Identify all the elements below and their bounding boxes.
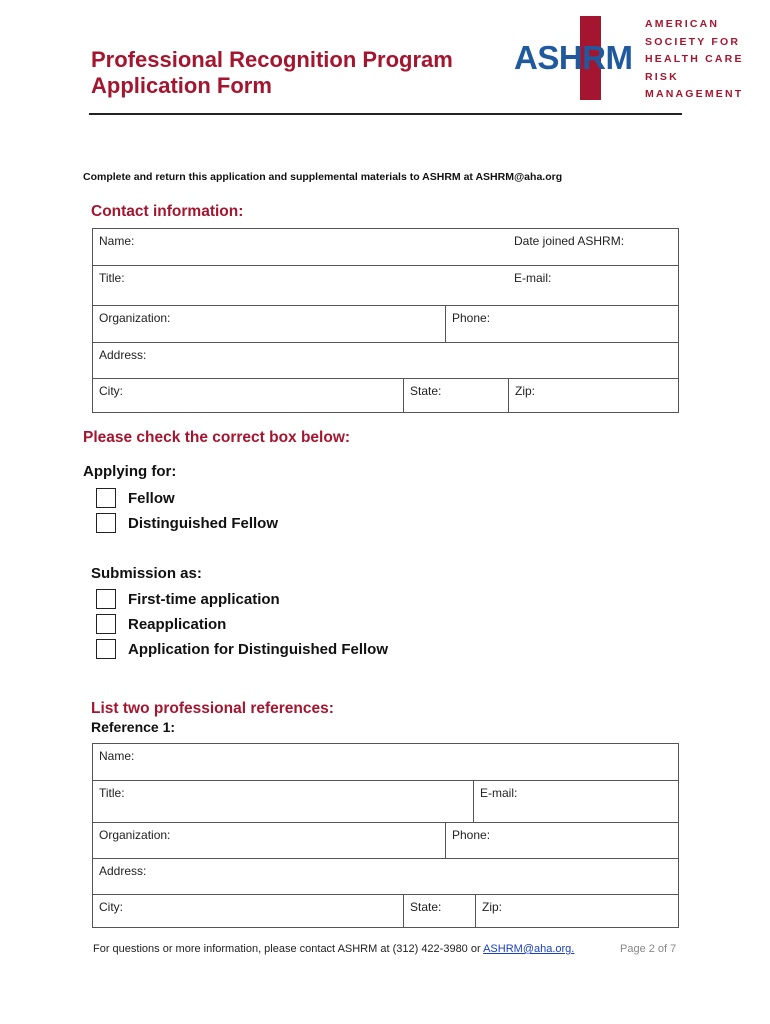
- option-first-time[interactable]: [96, 587, 280, 611]
- option-fellow[interactable]: [96, 486, 175, 510]
- zip-field[interactable]: Zip:: [508, 378, 679, 413]
- first-time-label: First-time application: [128, 590, 280, 608]
- intro-text: Complete and return this application and supplemental materials to ASHRM at ASHRM@aha.org: [83, 171, 563, 183]
- title-field[interactable]: Title:: [93, 265, 508, 305]
- logo-org-name: [645, 16, 744, 104]
- option-application-distinguished[interactable]: [96, 637, 388, 661]
- date-joined-field[interactable]: Date joined ASHRM:: [514, 234, 625, 248]
- page-number: Page 2 of 7: [620, 943, 677, 955]
- ref-city-field[interactable]: City:: [93, 894, 403, 928]
- footer-contact: [93, 943, 574, 955]
- first-time-checkbox[interactable]: [96, 589, 116, 609]
- logo-wordmark: ASHRM: [514, 39, 633, 76]
- ref-phone-field[interactable]: Phone:: [445, 822, 679, 858]
- ashrm-logo: [512, 16, 757, 104]
- org-line: SOCIETY FOR: [645, 35, 741, 48]
- ref-name-field[interactable]: Name:: [99, 749, 135, 763]
- distinguished-fellow-checkbox[interactable]: [96, 513, 116, 533]
- footer-text: For questions or more information, please contact ASHRM at (312) 422-3980 or: [93, 943, 484, 955]
- org-line: MANAGEMENT: [645, 88, 744, 100]
- address-field[interactable]: Address:: [93, 342, 679, 378]
- reference-1-form: [92, 743, 679, 928]
- email-field[interactable]: E-mail:: [508, 265, 679, 305]
- application-distinguished-checkbox[interactable]: [96, 639, 116, 659]
- title-line-1: Professional Recognition Program: [91, 47, 453, 72]
- distinguished-fellow-label: Distinguished Fellow: [128, 514, 279, 532]
- phone-field[interactable]: Phone:: [445, 305, 679, 342]
- check-heading: Please check the correct box below:: [83, 429, 351, 446]
- contact-heading: Contact information:: [91, 203, 244, 220]
- fellow-label: Fellow: [128, 489, 175, 507]
- option-distinguished-fellow[interactable]: [96, 511, 278, 535]
- title-line-2: Application Form: [91, 73, 272, 98]
- page-title: [91, 47, 453, 99]
- header-divider: [89, 113, 682, 115]
- ref-title-field[interactable]: Title:: [93, 780, 473, 822]
- org-line: RISK: [645, 70, 679, 83]
- footer-email-link[interactable]: ASHRM@aha.org.: [483, 943, 575, 955]
- ref-address-field[interactable]: Address:: [93, 858, 679, 894]
- org-line: HEALTH CARE: [645, 53, 744, 65]
- ref-email-field[interactable]: E-mail:: [473, 780, 679, 822]
- contact-form: [92, 228, 679, 413]
- reapplication-label: Reapplication: [128, 615, 227, 633]
- state-field[interactable]: State:: [403, 378, 508, 413]
- reapplication-checkbox[interactable]: [96, 614, 116, 634]
- reference-1-heading: Reference 1:: [91, 719, 176, 735]
- organization-field[interactable]: Organization:: [93, 305, 445, 342]
- applying-for-heading: Applying for:: [83, 463, 177, 480]
- name-field[interactable]: Name:: [99, 234, 135, 248]
- application-distinguished-label: Application for Distinguished Fellow: [128, 640, 389, 658]
- ref-organization-field[interactable]: Organization:: [93, 822, 445, 858]
- references-heading: List two professional references:: [91, 700, 334, 717]
- org-line: AMERICAN: [645, 18, 720, 30]
- ref-zip-field[interactable]: Zip:: [475, 894, 679, 928]
- city-field[interactable]: City:: [93, 378, 403, 413]
- option-reapplication[interactable]: [96, 612, 226, 636]
- submission-as-heading: Submission as:: [91, 565, 202, 582]
- fellow-checkbox[interactable]: [96, 488, 116, 508]
- ref-state-field[interactable]: State:: [403, 894, 475, 928]
